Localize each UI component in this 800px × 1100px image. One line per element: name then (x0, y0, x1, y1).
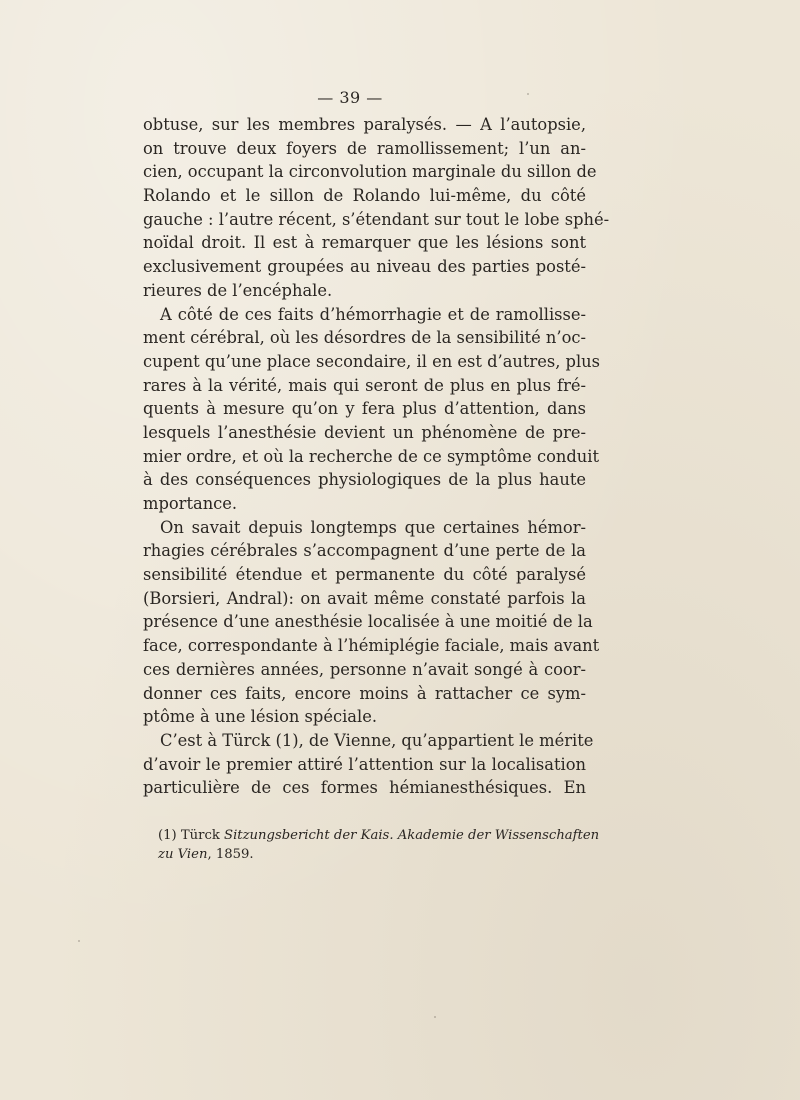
text-line: d’avoir le premier attiré l’attention sur la localisation (143, 754, 586, 774)
paper-speck (434, 1016, 436, 1018)
footnote-journal-title: Sitzungsbericht der Kais. Akademie der Wissenschaften (224, 828, 600, 843)
text-line: Rolando et le sillon de Rolando lui-même, du côté (143, 186, 586, 206)
text-line: On savait depuis longtemps que certaines hémor- (160, 517, 586, 537)
paper-speck (78, 940, 80, 942)
text-line: obtuse, sur les membres paralysés. — A l’autopsie, (143, 115, 586, 134)
text-line: ment cérébral, où les désordres de la sensibilité n’oc- (143, 328, 586, 348)
text-line: quents à mesure qu’on y fera plus d’attention, dans (143, 399, 586, 419)
text-line: rhagies cérébrales s’accompagnent d’une perte de la (143, 541, 586, 561)
text-line: présence d’une anesthésie localisée à une moitié de la (143, 612, 593, 632)
text-line: lesquels l’anesthésie devient un phénomène de pre- (143, 422, 586, 442)
text-line: ces dernières années, personne n’avait songé à coor- (143, 659, 586, 679)
text-line: noïdal droit. Il est à remarquer que les lésions sont (143, 233, 586, 253)
text-line: cien, occupant la circonvolution marginale du sillon de (143, 162, 597, 182)
page-number: — 39 — (317, 88, 383, 107)
text-line: face, correspondante à l’hémiplégie faciale, mais avant (143, 636, 600, 656)
text-line: sensibilité étendue et permanente du côté paralysé (143, 565, 586, 585)
text-line: ptôme à une lésion spéciale. (143, 707, 378, 727)
text-line: cupent qu’une place secondaire, il en est d’autres, plus (143, 351, 601, 371)
text-line: exclusivement groupées au niveau des parties posté- (143, 257, 586, 277)
text-line: rares à la vérité, mais qui seront de plus en plus fré- (143, 375, 586, 395)
text-line: (Borsieri, Andral): on avait même constaté parfois la (143, 588, 586, 608)
text-line: particulière de ces formes hémianesthésiques. En (143, 778, 586, 798)
footnote (158, 826, 600, 864)
text-line: A côté de ces faits d’hémorrhagie et de ramollisse- (160, 304, 586, 324)
text-line: donner ces faits, encore moins à rattacher ce sym- (143, 683, 586, 703)
footnote-prefix: (1) Türck (158, 828, 225, 843)
footnote-year: , 1859. (207, 847, 254, 862)
text-line: mportance. (143, 494, 238, 513)
body-text (143, 113, 610, 800)
footnote-line-1 (158, 826, 600, 845)
text-line: rieures de l’encéphale. (143, 280, 333, 300)
text-line: gauche : l’autre récent, s’étendant sur tout le lobe sphé- (143, 209, 610, 229)
text-line: à des conséquences physiologiques de la plus haute (143, 470, 586, 490)
text-line: mier ordre, et où la recherche de ce symptôme conduit (143, 446, 600, 466)
paper-speck (527, 93, 529, 95)
footnote-journal-place: zu Vien (158, 847, 208, 862)
text-line: C’est à Türck (1), de Vienne, qu’appartient le mérite (160, 730, 594, 750)
text-line: on trouve deux foyers de ramollissement; l’un an- (143, 138, 586, 158)
footnote-line-2 (158, 845, 586, 864)
